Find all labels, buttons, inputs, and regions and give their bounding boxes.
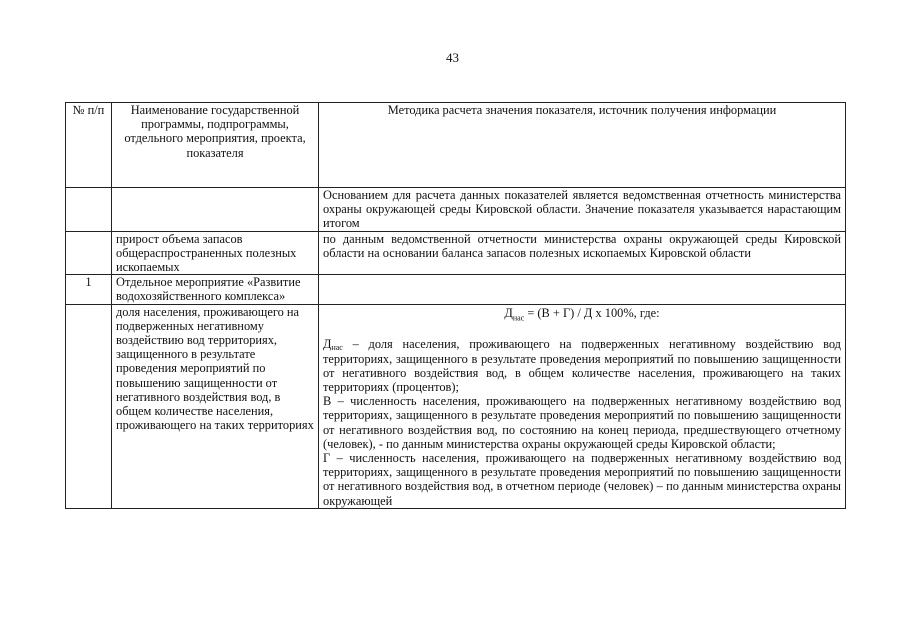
table-row [66, 231, 846, 275]
row-name-cell: Отдельное мероприятие «Развитие водохозяйственного комплекса» [112, 275, 319, 304]
header-num-cell: № п/п [66, 103, 112, 188]
row-num-cell [66, 231, 112, 275]
header-method-cell: Методика расчета значения показателя, источник получения информации [319, 103, 846, 188]
table-row [66, 304, 846, 508]
row-method-cell [319, 275, 846, 304]
row-num-cell [66, 188, 112, 232]
definition-d: $Д_{нас}$ – доля населения, проживающего на подверженных негативному воздействию вод территориях, защищенного в результате проведения мероприятий по повышению защищенности от негативного воздействия вод, в общем количестве населения, проживающего на таких территориях (процентов); [323, 337, 841, 394]
row-num-cell [66, 304, 112, 508]
row-name-cell: прирост объема запасов общераспространенных полезных ископаемых [112, 231, 319, 275]
definition-g: Г – численность населения, проживающего на подверженных негативному воздействию вод территориях, защищенного в результате проведения мероприятий по повышению защищенности от негативного воздействия вод, в отчетном периоде (человек) – по данным министерства охраны окружающей [323, 450, 841, 508]
header-name-cell: Наименование государственной программы, подпрограммы, отдельного мероприятия, проекта, показателя [112, 103, 319, 188]
indicator-method-table [65, 102, 846, 509]
definition-v: В – численность населения, проживающего на подверженных негативному воздействию вод территориях, защищенного в результате проведения мероприятий по повышению защищенности от негативного воздействия вод, по состоянию на конец периода, предшествующего отчетному (человек), - по данным министерства охраны окружающей среды Кировской области; [323, 394, 841, 451]
row-name-cell [112, 188, 319, 232]
row-name-cell: доля населения, проживающего на подверженных негативному воздействию вод территориях, защищенного в результате проведения мероприятий по повышению защищенности от негативного воздействия вод, в общем количестве населения, проживающего на таких территориях [112, 304, 319, 508]
table-row [66, 275, 846, 304]
table-header-row [66, 103, 846, 188]
table-row [66, 188, 846, 232]
page-number: 43 [446, 50, 459, 65]
row-method-cell [319, 304, 846, 508]
row-method-cell: по данным ведомственной отчетности министерства охраны окружающей среды Кировской области на основании баланса запасов полезных ископаемых Кировской области [319, 231, 846, 275]
formula: $Д_{нас} = (В + Г) / Д$ x 100%, где: [504, 305, 660, 323]
row-method-cell: Основанием для расчета данных показателей является ведомственная отчетность министерства охраны окружающей среды Кировской области. Значение показателя указывается нарастающим итогом [319, 188, 846, 232]
row-num-cell: 1 [66, 275, 112, 304]
